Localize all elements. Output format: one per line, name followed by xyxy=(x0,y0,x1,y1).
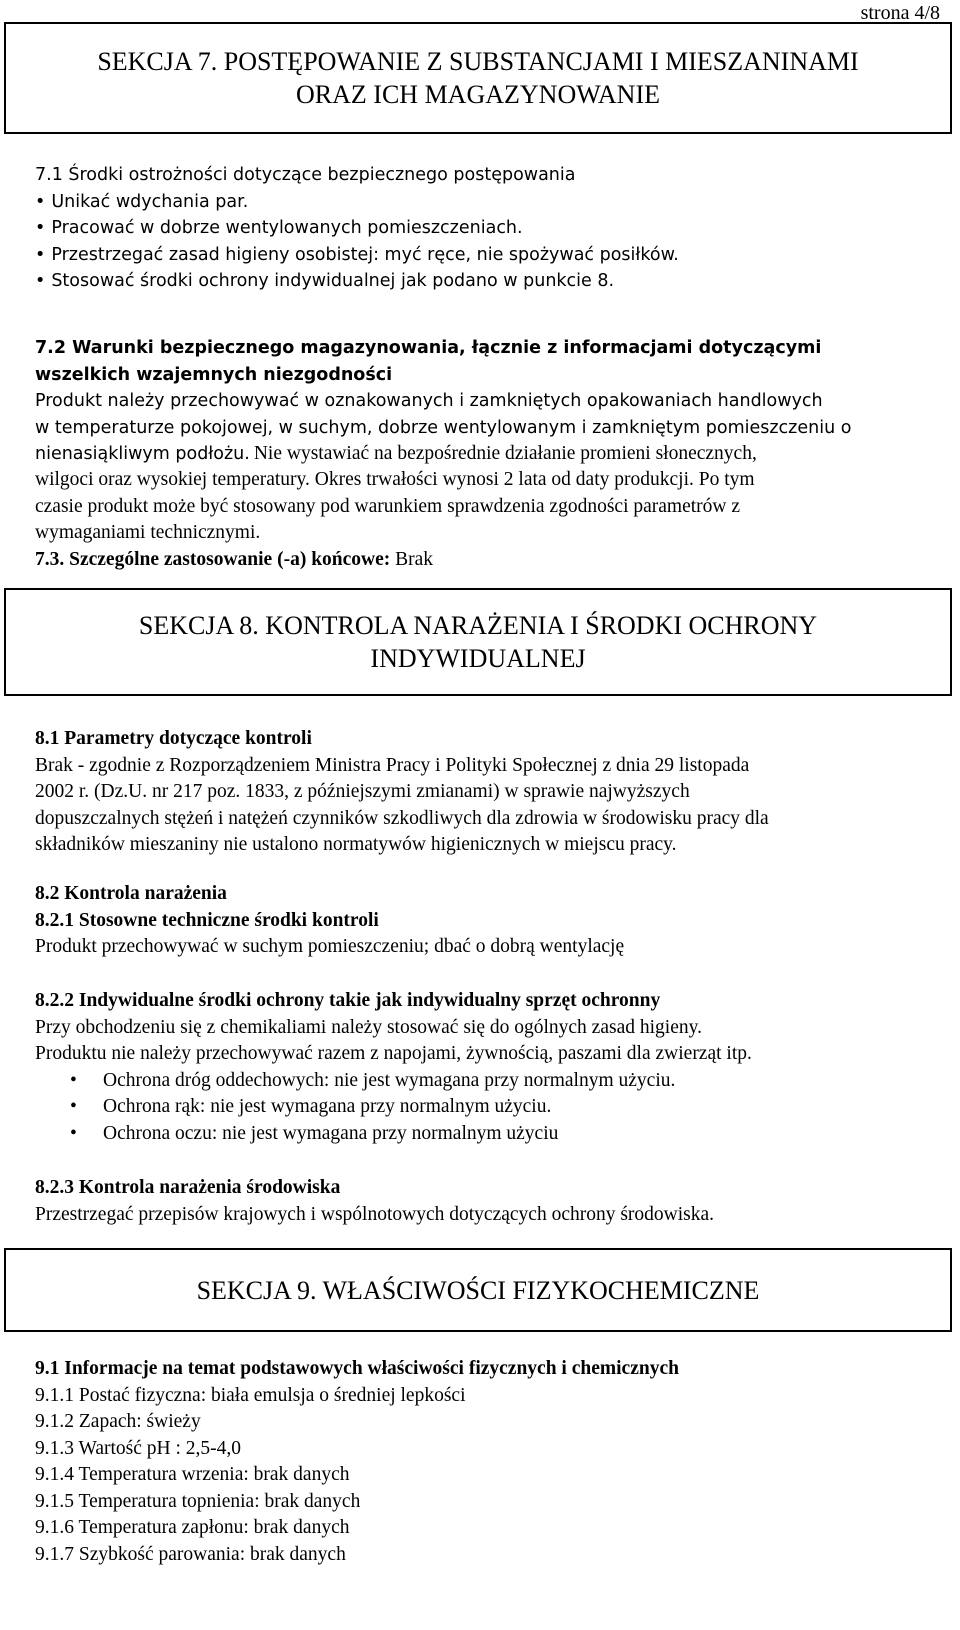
section-8-2-2: 8.2.2 Indywidualne środki ochrony takie jak indywidualny sprzęt ochronny Przy obchodzeniu się z chemikaliami należy stosować się do ogólnych zasad higieny. Produktu nie należy przechowywać razem z napojami, żywnością, paszami dla zwierząt itp. • Ochrona dróg oddechowych: nie jest wymagana przy normalnym użyciu. • Ochrona rąk: nie jest wymagana przy normalnym użyciu. • Ochrona oczu: nie jest wymagana przy normalnym użyciu xyxy=(35,988,925,1147)
section-8-title-line-2: INDYWIDUALNEJ xyxy=(370,644,586,673)
section-7-1 xyxy=(35,162,930,295)
list-item: • Ochrona dróg oddechowych: nie jest wymagana przy normalnym użyciu. xyxy=(35,1068,925,1095)
list-item: 9.1.5 Temperatura topnienia: brak danych xyxy=(35,1490,361,1512)
list-item: • Stosować środki ochrony indywidualnej jak podano w punkcie 8. xyxy=(35,271,615,291)
section-7-header xyxy=(4,22,952,134)
section-8-2 xyxy=(35,881,925,961)
list-item: • Ochrona oczu: nie jest wymagana przy normalnym użyciu xyxy=(35,1121,925,1148)
section-7-2-body-line-1: Produkt należy przechowywać w oznakowanych i zamkniętych opakowaniach handlowych xyxy=(35,391,823,411)
section-7-3-value: Brak xyxy=(395,548,434,570)
list-item: 9.1.2 Zapach: świeży xyxy=(35,1411,201,1432)
section-7-2-body-line-3: nienasiąkliwym podłożu. Nie wystawiać na bezpośrednie działanie promieni słonecznych, xyxy=(35,443,757,464)
section-8-1-heading: 8.1 Parametry dotyczące kontroli xyxy=(35,728,312,749)
section-8-title-line-1: SEKCJA 8. KONTROLA NARAŻENIA I ŚRODKI OCHRONY xyxy=(138,611,818,640)
section-7-title-line-2: ORAZ ICH MAGAZYNOWANIE xyxy=(296,80,660,109)
section-9-header xyxy=(4,1248,952,1332)
section-7-2-body-serif: wilgoci oraz wysokiej temperatury. Okres trwałości wynosi 2 lata od daty produkcji. Po tym czasie produkt może być stosowany pod warunkiem sprawdzenia zgodności parametrów z wymaganiami technicznymi. 7.3. Szczególne zastosowanie (-a) końcowe: Brak xyxy=(35,467,925,573)
bullet-icon: • xyxy=(70,1069,77,1091)
bullet-icon: • xyxy=(70,1096,77,1117)
list-item: 9.1.4 Temperatura wrzenia: brak danych xyxy=(35,1464,350,1485)
list-item: • Pracować w dobrze wentylowanych pomieszczeniach. xyxy=(35,218,523,238)
section-7-2-body-line-2: w temperaturze pokojowej, w suchym, dobrze wentylowanym i zamkniętym pomieszczeniu o xyxy=(35,417,852,438)
list-item: 9.1.1 Postać fizyczna: biała emulsja o średniej lepkości xyxy=(35,1384,466,1406)
list-item: • Przestrzegać zasad higieny osobistej: myć ręce, nie spożywać posiłków. xyxy=(35,244,679,265)
section-8-2-1-body: Produkt przechowywać w suchym pomieszczeniu; dbać o dobrą wentylację xyxy=(35,936,625,957)
section-8-2-heading: 8.2 Kontrola narażenia xyxy=(35,883,227,904)
section-7-2-heading-line-2: wszelkich wzajemnych niezgodności xyxy=(35,364,393,385)
list-item: • Ochrona rąk: nie jest wymagana przy normalnym użyciu. xyxy=(35,1094,925,1121)
section-9-title: SEKCJA 9. WŁAŚCIWOŚCI FIZYKOCHEMICZNE xyxy=(196,1275,760,1305)
section-7-title-line-1: SEKCJA 7. POSTĘPOWANIE Z SUBSTANCJAMI I MIESZANINAMI xyxy=(97,47,859,76)
page-number: strona 4/8 xyxy=(860,2,940,24)
section-8-1: 8.1 Parametry dotyczące kontroli Brak - zgodnie z Rozporządzeniem Ministra Pracy i Polityki Społecznej z dnia 29 listopada 2002 r. (Dz.U. nr 217 poz. 1833, z późniejszymi zmianami) w sprawie najwyższych dopuszczalnych stężeń i natężeń czynników szkodliwych dla zdrowia w środowisku pracy dla składników mieszaniny nie ustalono normatywów higienicznych w miejscu pracy. xyxy=(35,726,925,859)
protection-list xyxy=(35,1068,925,1148)
section-8-2-3-body: Przestrzegać przepisów krajowych i wspólnotowych dotyczących ochrony środowiska. xyxy=(35,1203,715,1225)
section-7-3 xyxy=(35,547,925,574)
section-8-2-3-heading: 8.2.3 Kontrola narażenia środowiska xyxy=(35,1177,341,1198)
section-9-1 xyxy=(35,1356,925,1568)
section-8-2-2-heading: 8.2.2 Indywidualne środki ochrony takie jak indywidualny sprzęt ochronny xyxy=(35,990,661,1011)
section-8-2-1-heading: 8.2.1 Stosowne techniczne środki kontroli xyxy=(35,909,379,931)
section-7-2 xyxy=(35,335,930,441)
bullet-icon: • xyxy=(70,1122,77,1144)
section-8-2-3 xyxy=(35,1175,925,1228)
section-7-1-heading: 7.1 Środki ostrożności dotyczące bezpiecznego postępowania xyxy=(35,165,576,185)
bullet-icon: • xyxy=(35,244,46,265)
bullet-icon: • xyxy=(35,191,46,212)
section-7-3-heading: 7.3. Szczególne zastosowanie (-a) końcowe: xyxy=(35,548,391,570)
list-item: 9.1.3 Wartość pH : 2,5-4,0 xyxy=(35,1437,242,1459)
bullet-icon: • xyxy=(35,218,46,238)
list-item: 9.1.7 Szybkość parowania: brak danych xyxy=(35,1543,346,1565)
section-8-header xyxy=(4,588,952,696)
section-7-2-heading-line-1: 7.2 Warunki bezpiecznego magazynowania, łącznie z informacjami dotyczącymi xyxy=(35,338,822,358)
list-item: • Unikać wdychania par. xyxy=(35,191,249,212)
list-item: 9.1.6 Temperatura zapłonu: brak danych xyxy=(35,1517,350,1538)
section-9-1-heading: 9.1 Informacje na temat podstawowych właściwości fizycznych i chemicznych xyxy=(35,1358,679,1379)
bullet-icon: • xyxy=(35,271,46,291)
